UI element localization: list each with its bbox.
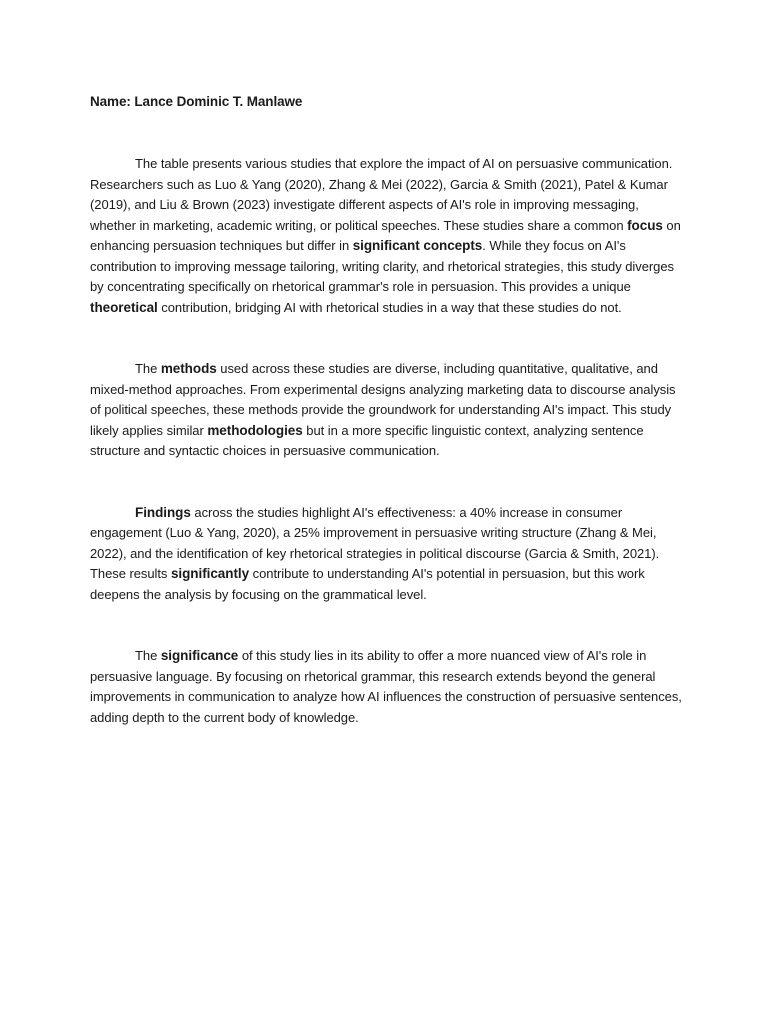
paragraph-text: The [135, 648, 161, 663]
paragraph-text: contribution, bridging AI with rhetorical studies in a way that these studies do not. [157, 299, 622, 315]
paragraph-text: . While they focus on AI's contribution to improving message tailoring, writing clarity, and rhetorical strategies, this study diverges by concentrating specifically on rhetorical grammar's role in persuasion. This provides a unique [90, 238, 674, 294]
paragraph-text: The table presents various studies that explore the impact of AI on persuasive communication. Researchers such as Luo & Yang (2020), Zhang & Mei (2022), Garcia & Smith (2021), Patel & Kumar (2019), and Liu & Brown (2023) investigate different aspects of AI's role in improving messaging, whether in marketing, academic writing, or political speeches. These studies share a common [90, 156, 673, 233]
paragraph-text: but in a more specific linguistic context, analyzing sentence structure and syntactic choices in persuasive communication. [90, 422, 644, 458]
paragraph-text: across the studies highlight AI's effectiveness: a 40% increase in consumer engagement (Luo & Yang, 2020), a 25% improvement in persuasive writing structure (Zhang & Mei, 2022), and the identification of key rhetorical strategies in political discourse (Garcia & Smith, 2021). These results [90, 504, 660, 581]
paragraph-text: on enhancing persuasion techniques but differ in [90, 217, 681, 253]
paragraph-methods [90, 359, 682, 462]
keyword-significance: significance [160, 648, 239, 663]
paragraph-text: The [135, 361, 161, 376]
paragraph-text: used across these studies are diverse, including quantitative, qualitative, and mixed-method approaches. From experimental designs analyzing marketing data to discourse analysis of political speeches, these methods provide the groundwork for understanding AI's impact. This study likely applies similar [90, 361, 676, 438]
keyword-methodologies: methodologies [207, 422, 303, 438]
paragraph-focus-concepts [90, 154, 682, 318]
document-body [90, 92, 682, 728]
keyword-focus: focus [627, 217, 663, 233]
keyword-significant-concepts: significant concepts [352, 238, 483, 253]
keyword-findings: Findings [135, 504, 191, 520]
keyword-significantly: significantly [170, 566, 250, 581]
keyword-theoretical: theoretical [90, 299, 158, 315]
keyword-methods: methods [160, 361, 217, 376]
author-name: Name: Lance Dominic T. Manlawe [90, 94, 303, 109]
paragraph-text: of this study lies in its ability to offer a more nuanced view of AI's role in persuasive language. By focusing on rhetorical grammar, this research extends beyond the general improvements in communication to analyze how AI influences the construction of persuasive sentences, adding depth to the current body of knowledge. [90, 648, 682, 725]
paragraph-findings [90, 503, 682, 606]
paragraph-text: contribute to understanding AI's potential in persuasion, but this work deepens the analysis by focusing on the grammatical level. [90, 566, 645, 602]
paragraph-significance [90, 646, 682, 728]
